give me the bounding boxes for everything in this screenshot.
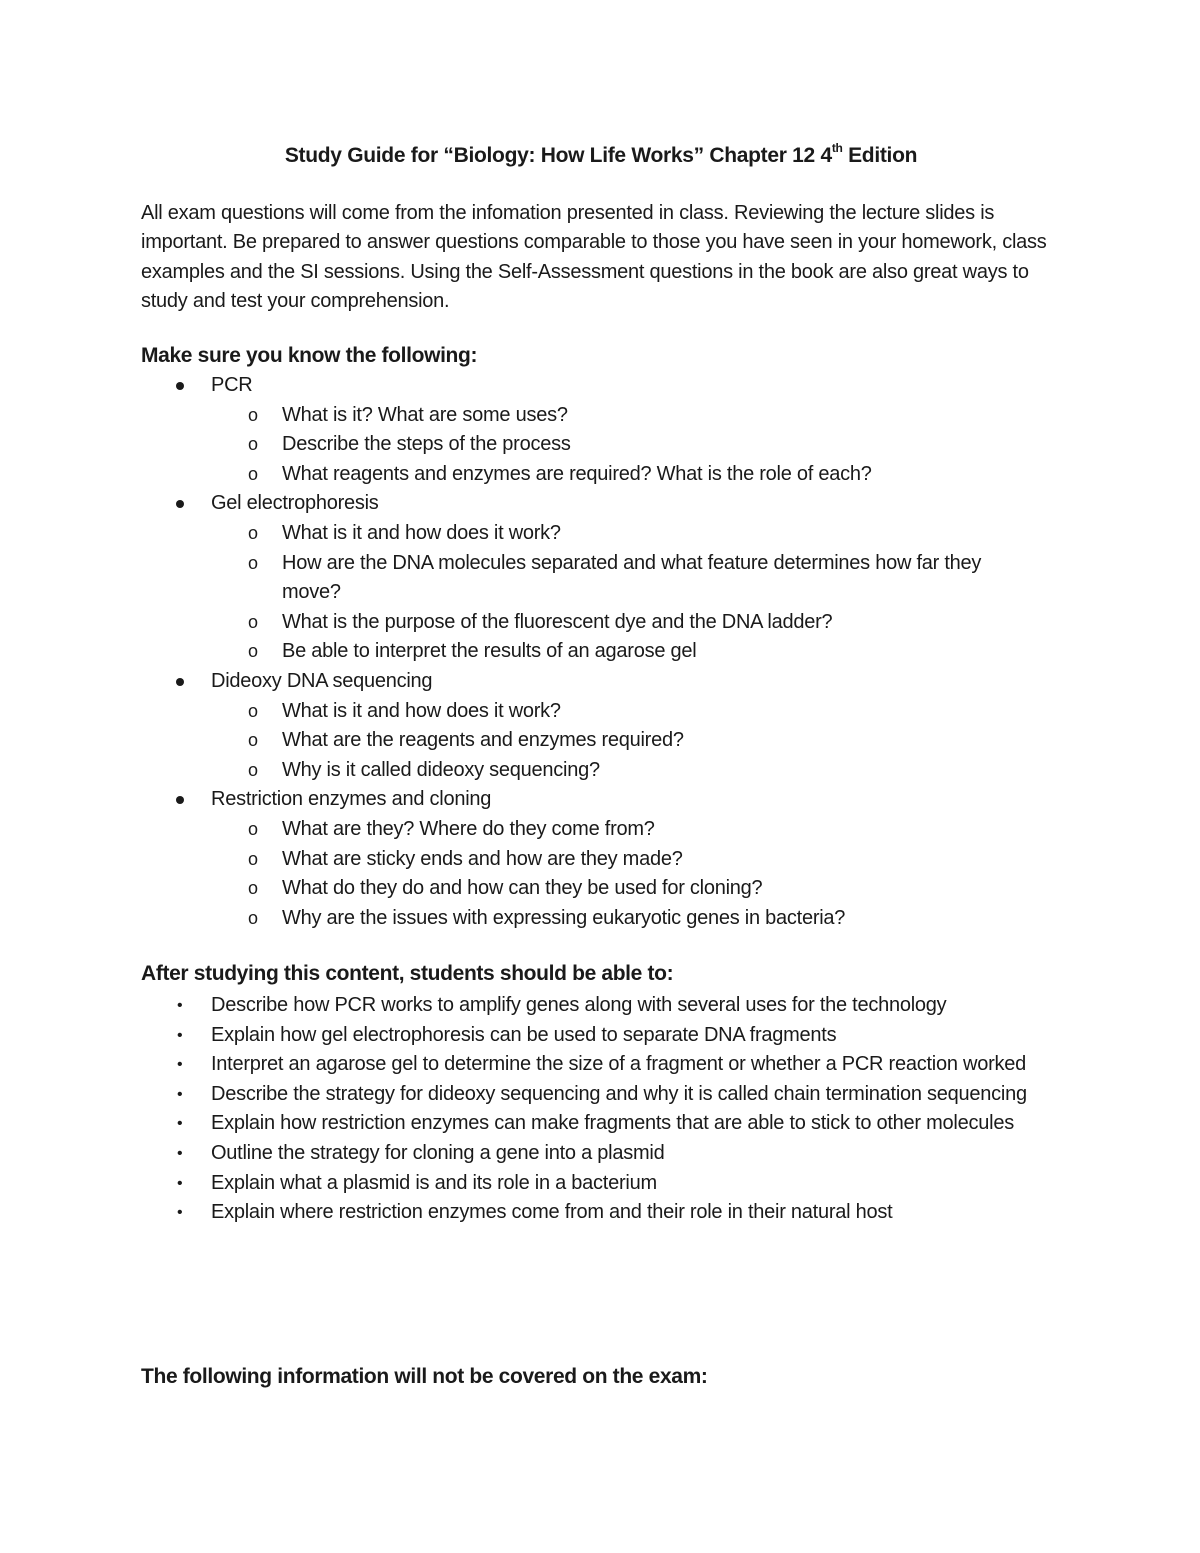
objective-item [141, 1139, 1051, 1169]
question-item [141, 874, 1042, 904]
objective-item [141, 1169, 1051, 1199]
question-item [141, 637, 1042, 667]
title-text-end: Edition [842, 144, 918, 167]
bullet-icon: • [177, 1115, 183, 1133]
title-superscript: th [831, 141, 843, 155]
bullet-icon: • [177, 997, 183, 1014]
circle-bullet-icon: o [248, 759, 258, 780]
circle-bullet-icon: o [248, 878, 258, 899]
question-text: How are the DNA molecules separated and what feature determines how far they move? [282, 551, 982, 604]
bullet-icon: • [177, 1204, 183, 1222]
title-text: Study Guide for “Biology: How Life Works” Chapter 12 4 [284, 144, 832, 167]
question-item [141, 726, 1042, 756]
know-heading: Make sure you know the following: [141, 344, 478, 367]
objectives-heading: After studying this content, students should be able to: [141, 962, 674, 985]
topic-item-dideoxy-sequencing [141, 667, 1061, 697]
question-text: What are the reagents and enzymes required? [282, 729, 684, 752]
objective-text: Interpret an agarose gel to determine the size of a fragment or whether a PCR reaction worked [211, 1053, 1026, 1076]
question-item [141, 519, 1042, 549]
question-item [141, 608, 1042, 638]
circle-bullet-icon: o [248, 730, 258, 751]
bullet-icon: • [177, 1056, 183, 1074]
bullet-icon [176, 796, 184, 804]
objective-text: Outline the strategy for cloning a gene into a plasmid [211, 1141, 665, 1164]
objective-item [141, 1021, 1051, 1051]
objectives-list [141, 991, 1061, 1228]
objective-item [141, 1198, 1051, 1228]
know-list [141, 371, 1061, 933]
question-text: What is the purpose of the fluorescent dye and the DNA ladder? [282, 610, 833, 633]
circle-bullet-icon: o [248, 611, 258, 632]
question-item [141, 904, 1042, 934]
objective-text: Explain how gel electrophoresis can be used to separate DNA fragments [211, 1023, 837, 1046]
circle-bullet-icon: o [248, 463, 258, 484]
question-text: Be able to interpret the results of an agarose gel [282, 640, 697, 663]
question-text: What are sticky ends and how are they made? [282, 847, 683, 870]
circle-bullet-icon: o [248, 434, 258, 455]
circle-bullet-icon: o [248, 404, 258, 425]
objective-text: Explain what a plasmid is and its role in a bacterium [211, 1171, 657, 1194]
topic-label: Dideoxy DNA sequencing [211, 669, 433, 692]
bullet-icon: • [177, 1144, 183, 1162]
objective-item [141, 991, 1051, 1021]
question-text: What is it and how does it work? [282, 699, 561, 722]
objective-item [141, 1080, 1051, 1110]
question-item [141, 697, 1042, 727]
question-text: What are they? Where do they come from? [282, 817, 655, 840]
bullet-icon [176, 500, 184, 508]
not-covered-heading: The following information will not be covered on the exam: [141, 1365, 708, 1388]
objective-text: Describe the strategy for dideoxy sequencing and why it is called chain termination sequencing [211, 1082, 1027, 1105]
question-item [141, 756, 1042, 786]
intro-paragraph: All exam questions will come from the infomation presented in class. Reviewing the lecture slides is important. Be prepared to answer questions comparable to those you have seen in your homework, class examples and the SI sessions. Using the Self-Assessment questions in the book are also great ways to study and test your comprehension. [141, 202, 1047, 313]
objective-text: Describe how PCR works to amplify genes along with several uses for the technology [211, 994, 947, 1016]
question-item [141, 460, 1042, 490]
topic-label: PCR [211, 374, 253, 396]
bullet-icon: • [177, 1085, 183, 1103]
circle-bullet-icon: o [248, 848, 258, 869]
objective-item [141, 1109, 1051, 1139]
topic-label: Restriction enzymes and cloning [211, 788, 492, 811]
question-item [141, 401, 1042, 431]
bullet-icon [176, 678, 184, 686]
page-title [141, 143, 1061, 168]
question-item [141, 549, 1042, 608]
objective-text: Explain where restriction enzymes come from and their role in their natural host [211, 1201, 893, 1224]
question-item [141, 845, 1042, 875]
circle-bullet-icon: o [248, 700, 258, 721]
circle-bullet-icon: o [248, 641, 258, 662]
question-text: Describe the steps of the process [282, 433, 571, 456]
question-text: What is it and how does it work? [282, 521, 561, 544]
question-item [141, 430, 1042, 460]
objective-text: Explain how restriction enzymes can make fragments that are able to stick to other molecules [211, 1112, 1014, 1135]
question-item [141, 815, 1042, 845]
question-text: What reagents and enzymes are required? What is the role of each? [282, 462, 872, 485]
question-text: What do they do and how can they be used for cloning? [282, 877, 763, 900]
bullet-icon [176, 382, 184, 390]
circle-bullet-icon: o [248, 522, 258, 543]
topic-label: Gel electrophoresis [211, 492, 379, 515]
question-text: What is it? What are some uses? [282, 403, 568, 426]
objective-item [141, 1050, 1051, 1080]
topic-item-gel-electrophoresis [141, 489, 1061, 519]
bullet-icon: • [177, 1174, 183, 1192]
bullet-icon: • [177, 1026, 183, 1044]
question-text: Why are the issues with expressing eukaryotic genes in bacteria? [282, 906, 846, 929]
question-text: Why is it called dideoxy sequencing? [282, 758, 600, 781]
circle-bullet-icon: o [248, 552, 258, 573]
topic-item-restriction-enzymes [141, 785, 1061, 815]
topic-item-pcr [141, 371, 1061, 401]
circle-bullet-icon: o [248, 907, 258, 928]
circle-bullet-icon: o [248, 818, 258, 839]
